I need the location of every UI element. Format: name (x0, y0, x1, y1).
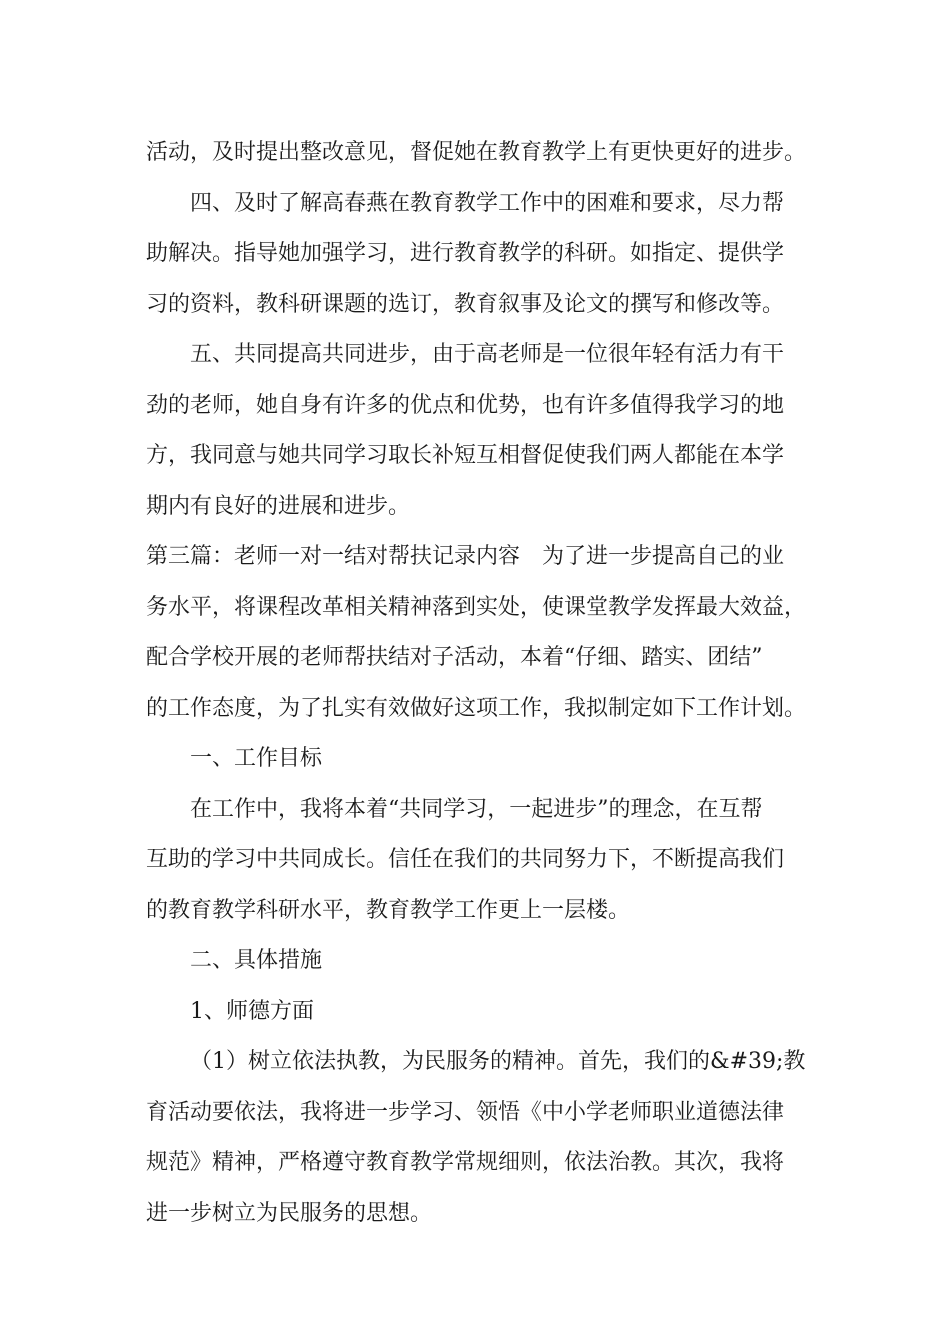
text-line: 活动，及时提出整改意见，督促她在教育教学上有更快更好的进步。 (146, 140, 807, 165)
subheading-line: 二、具体措施 (190, 948, 323, 973)
text-line: 务水平，将课程改革相关精神落到实处，使课堂教学发挥最大效益， (146, 594, 807, 620)
text-line: 劲的老师，她自身有许多的优点和优势，也有许多值得我学习的地 (146, 392, 785, 418)
text-line: 进一步树立为民服务的思想。 (146, 1200, 433, 1226)
text-line: 在工作中，我将本着“共同学习，一起进步”的理念，在互帮 (190, 796, 763, 822)
text-line: 的工作态度，为了扎实有效做好这项工作，我拟制定如下工作计划。 (146, 695, 807, 721)
text-line: 育活动要依法，我将进一步学习、领悟《中小学老师职业道德法律 (146, 1099, 785, 1125)
document-body (146, 128, 826, 1239)
subheading-line: 一、工作目标 (190, 746, 323, 771)
text-line: 四、及时了解高春燕在教育教学工作中的困难和要求，尽力帮 (190, 190, 785, 216)
text-line: 方，我同意与她共同学习取长补短互相督促使我们两人都能在本学 (146, 443, 785, 468)
subheading-line: 1、师德方面 (190, 998, 314, 1024)
text-line: 配合学校开展的老师帮扶结对子活动，本着“仔细、踏实、团结” (146, 645, 763, 670)
text-line: 规范》精神，严格遵守教育教学常规细则，依法治教。其次，我将 (146, 1150, 785, 1175)
text-line: 五、共同提高共同进步，由于高老师是一位很年轻有活力有干 (190, 342, 785, 367)
text-line: （1）树立依法执教，为民服务的精神。首先，我们的&#39;教 (190, 1049, 806, 1074)
text-line: 期内有良好的进展和进步。 (146, 493, 411, 519)
text-line: 的教育教学科研水平，教育教学工作更上一层楼。 (146, 897, 631, 923)
text-line: 助解决。指导她加强学习，进行教育教学的科研。如指定、提供学 (146, 241, 785, 266)
section-heading-line: 第三篇：老师一对一结对帮扶记录内容 为了进一步提高自己的业 (146, 544, 785, 569)
text-line: 互助的学习中共同成长。信任在我们的共同努力下，不断提高我们 (146, 847, 785, 872)
text-line: 习的资料，教科研课题的选订，教育叙事及论文的撰写和修改等。 (146, 291, 785, 317)
